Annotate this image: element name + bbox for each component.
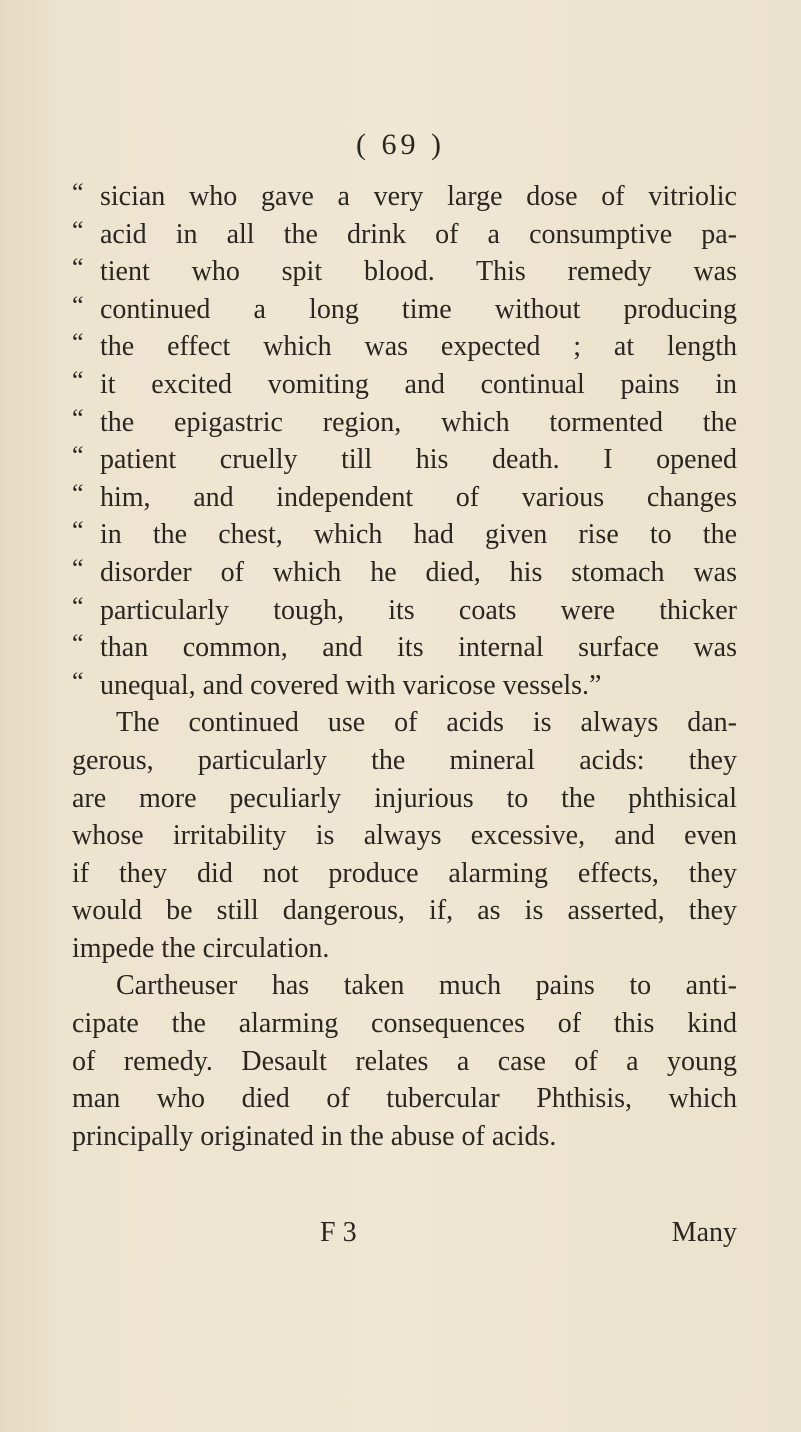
text-line: of remedy. Desault relates a case of a young: [72, 1045, 737, 1077]
text-line: “ unequal, and covered with varicose vessels.”: [72, 667, 737, 705]
body-text: [72, 178, 737, 1155]
text-line: “ disorder of which he died, his stomach was: [72, 554, 737, 592]
text-line: “ patient cruelly till his death. I opened: [72, 441, 737, 479]
text-line: impede the circulation.: [72, 932, 330, 964]
text-line: would be still dangerous, if, as is asserted, they: [72, 895, 737, 927]
text-line: “ the epigastric region, which tormented the: [72, 404, 737, 442]
text-line: “ in the chest, which had given rise to the: [72, 516, 737, 554]
text-line: principally originated in the abuse of acids.: [72, 1120, 557, 1152]
paragraph-first-line: The continued use of acids is always dan-: [116, 707, 737, 739]
text-line: are more peculiarly injurious to the phthisical: [72, 782, 737, 814]
text-line: “ it excited vomiting and continual pains in: [72, 366, 737, 404]
text-line: “ tient who spit blood. This remedy was: [72, 253, 737, 291]
text-line: man who died of tubercular Phthisis, which: [72, 1083, 737, 1115]
page-number: ( 69 ): [356, 128, 445, 161]
text-line: if they did not produce alarming effects, they: [72, 857, 737, 889]
text-line: “ continued a long time without producing: [72, 291, 737, 329]
text-line: “ him, and independent of various changes: [72, 479, 737, 517]
text-line: cipate the alarming consequences of this kind: [72, 1008, 737, 1040]
page-footer: [72, 1214, 737, 1252]
text-line: gerous, particularly the mineral acids: they: [72, 744, 737, 776]
text-line: “ acid in all the drink of a consumptive pa-: [72, 216, 737, 254]
text-line: “ particularly tough, its coats were thicker: [72, 592, 737, 630]
text-line: whose irritability is always excessive, and even: [72, 820, 737, 852]
text-line: “ sician who gave a very large dose of vitriolic: [72, 178, 737, 216]
signature-mark: F 3: [320, 1217, 357, 1248]
paragraph-first-line: Cartheuser has taken much pains to anti-: [116, 970, 737, 1002]
text-line: “ than common, and its internal surface was: [72, 629, 737, 667]
text-line: “ the effect which was expected ; at length: [72, 328, 737, 366]
catchword: Many: [671, 1217, 737, 1248]
